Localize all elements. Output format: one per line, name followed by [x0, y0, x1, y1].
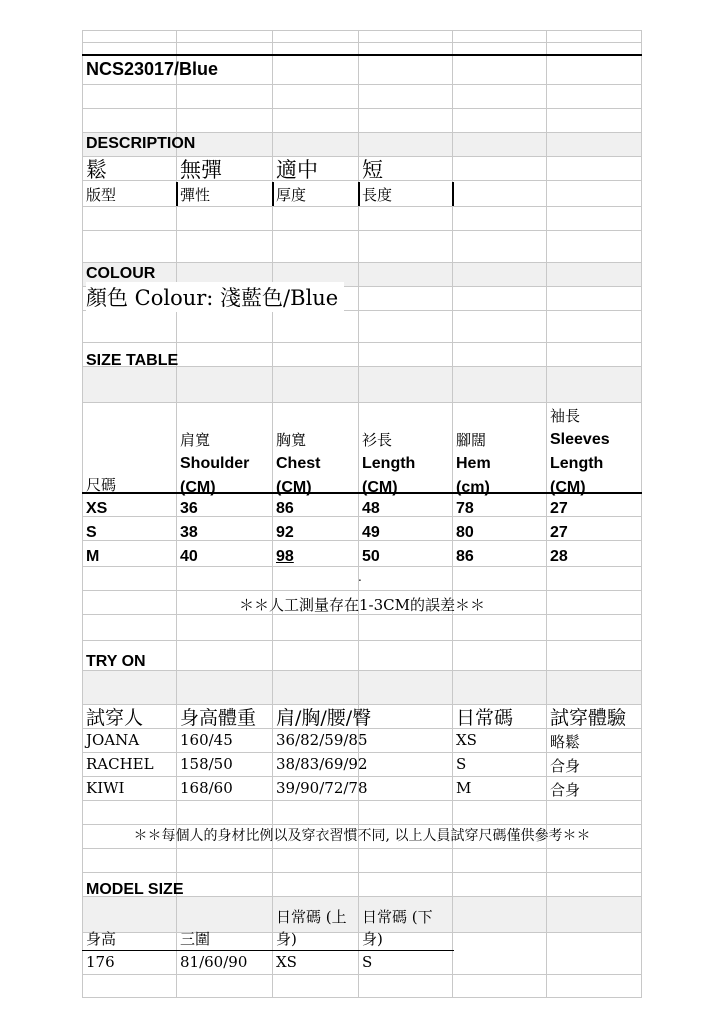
section-description: DESCRIPTION	[86, 135, 196, 152]
divider-bar	[358, 182, 360, 206]
experience-header: 試穿體驗	[550, 707, 627, 729]
size-cell: 48	[362, 500, 380, 517]
grid-line	[82, 590, 642, 591]
grid-line	[82, 997, 642, 998]
grid-line	[452, 30, 453, 998]
colour-value: 顏色 Colour: 淺藍色/Blue	[86, 282, 344, 312]
size-cell: 80	[456, 524, 474, 541]
try-on-cell: 36/82/59/85	[276, 731, 368, 749]
section-colour: COLOUR	[86, 265, 156, 282]
title-rule	[82, 54, 642, 56]
length-label: 長度	[362, 186, 393, 204]
model-bottom-size-value: S	[362, 953, 373, 971]
try-on-cell: 160/45	[180, 731, 233, 749]
spec-sheet	[82, 30, 642, 998]
size-cell: 40	[180, 548, 198, 565]
grid-line	[82, 752, 642, 753]
grid-line	[82, 42, 642, 43]
grid-line	[546, 30, 547, 998]
section-try-on: TRY ON	[86, 653, 146, 670]
model-measurements-value: 81/60/90	[180, 953, 248, 971]
measurement-note: ＊＊人工測量存在1-3CM的誤差＊＊	[239, 596, 485, 614]
stretch-value: 無彈	[180, 158, 222, 182]
divider-bar	[452, 182, 454, 206]
try-on-cell: 39/90/72/78	[276, 779, 368, 797]
try-on-cell: 168/60	[180, 779, 233, 797]
try-on-cell: 合身	[550, 757, 581, 775]
model-height-value: 176	[86, 953, 115, 971]
grid-line	[82, 132, 642, 133]
stray-dot: .	[358, 570, 362, 584]
size-cell: 38	[180, 524, 198, 541]
product-code-title: NCS23017/Blue	[86, 59, 219, 79]
try-on-cell: 38/83/69/92	[276, 755, 368, 773]
size-cell: 27	[550, 524, 568, 541]
grid-line	[82, 262, 642, 263]
grid-line	[82, 974, 642, 975]
shoulder-header: 肩寬 Shoulder (CM)	[180, 431, 250, 496]
grid-line	[272, 30, 273, 998]
sleeve-header: 袖長 Sleeves Length (CM)	[550, 407, 610, 496]
try-on-cell: XS	[456, 731, 477, 749]
grid-line	[82, 670, 642, 671]
try-on-cell: 略鬆	[550, 733, 581, 751]
usual-size-header: 日常碼	[456, 707, 514, 729]
grid-line	[82, 848, 642, 849]
section-size-table: SIZE TABLE	[86, 352, 179, 369]
size-cell: 28	[550, 548, 568, 565]
grid-line	[82, 30, 83, 998]
size-header: 尺碼	[86, 476, 117, 494]
try-on-cell: M	[456, 779, 472, 797]
size-cell: 27	[550, 500, 568, 517]
height-weight-header: 身高體重	[180, 707, 257, 729]
length-value: 短	[362, 158, 383, 182]
grid-line	[82, 402, 642, 403]
stretch-label: 彈性	[180, 186, 211, 204]
size-cell: 86	[276, 500, 294, 517]
length-header: 衫長 Length (CM)	[362, 431, 416, 496]
fit-value: 鬆	[86, 158, 107, 182]
tester-header: 試穿人	[86, 707, 144, 729]
size-cell: 36	[180, 500, 198, 517]
size-cell: XS	[86, 500, 108, 517]
thickness-value: 適中	[276, 158, 318, 182]
chest-header: 胸寬 Chest (CM)	[276, 431, 321, 496]
thickness-label: 厚度	[276, 186, 307, 204]
model-measurements-header: 三圍	[180, 930, 211, 948]
size-cell: 78	[456, 500, 474, 517]
model-header-rule	[82, 950, 454, 951]
size-cell: 86	[456, 548, 474, 565]
grid-line	[641, 30, 642, 998]
try-on-cell: JOANA	[86, 731, 140, 749]
grid-line	[82, 108, 642, 109]
try-on-band	[82, 670, 642, 704]
size-table-band	[82, 366, 642, 402]
model-top-size-value: XS	[276, 953, 297, 971]
hem-header: 腳闊 Hem (cm)	[456, 431, 491, 496]
size-cell: M	[86, 548, 100, 565]
size-cell: S	[86, 524, 97, 541]
grid-line	[82, 640, 642, 641]
grid-line	[82, 342, 642, 343]
divider-bar	[176, 182, 178, 206]
grid-line	[82, 872, 642, 873]
grid-line	[176, 30, 177, 998]
grid-line	[358, 30, 359, 998]
measurements-header: 肩/胸/腰/臀	[276, 707, 372, 729]
model-height-header: 身高	[86, 930, 117, 948]
size-cell: 98	[276, 548, 294, 565]
divider-bar	[272, 182, 274, 206]
try-on-cell: KIWI	[86, 779, 125, 797]
size-cell: 92	[276, 524, 294, 541]
try-on-cell: 158/50	[180, 755, 233, 773]
fit-label: 版型	[86, 186, 117, 204]
section-model-size: MODEL SIZE	[86, 881, 184, 898]
grid-line	[82, 800, 642, 801]
size-cell: 49	[362, 524, 380, 541]
grid-line	[82, 30, 642, 31]
grid-line	[82, 776, 642, 777]
try-on-cell: 合身	[550, 781, 581, 799]
grid-line	[82, 230, 642, 231]
grid-line	[82, 206, 642, 207]
try-on-cell: S	[456, 755, 467, 773]
model-top-size-header: 日常碼 (上 身)	[276, 908, 347, 948]
model-bottom-size-header: 日常碼 (下 身)	[362, 908, 433, 948]
size-cell: 50	[362, 548, 380, 565]
try-on-note: ＊＊每個人的身材比例以及穿衣習慣不同, 以上人員試穿尺碼僅供參考＊＊	[133, 828, 591, 844]
grid-line	[82, 84, 642, 85]
try-on-cell: RACHEL	[86, 755, 154, 773]
